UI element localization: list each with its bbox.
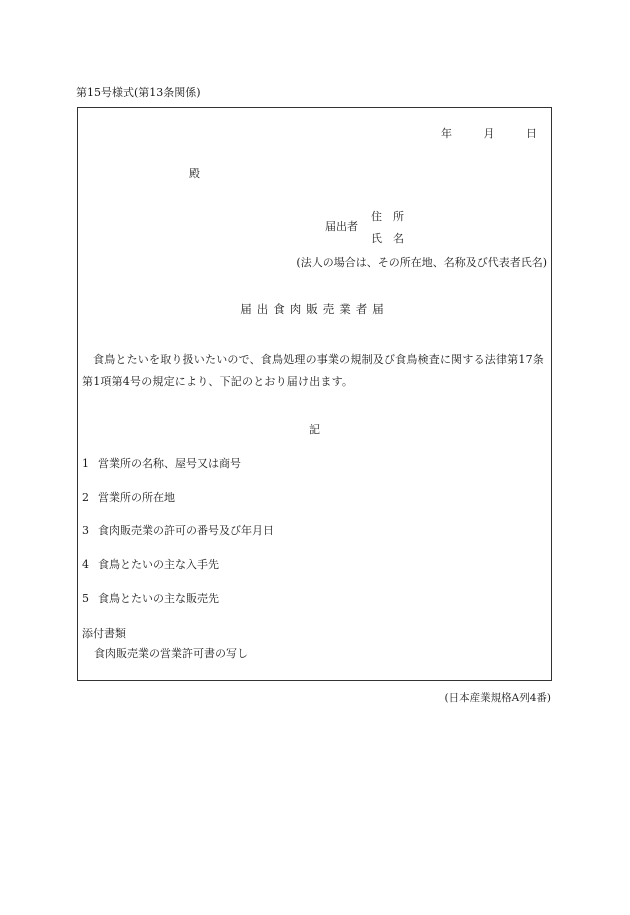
body-text: 食鳥とたいを取り扱いたいので、食鳥処理の事業の規制及び食鳥検査に関する法律第17条第1項第4号の規定により、下記のとおり届け出ます。: [82, 353, 544, 388]
ki-heading: 記: [309, 423, 320, 436]
corporate-note: (法人の場合は、その所在地、名称及び代表者氏名): [296, 256, 547, 269]
list-item: [82, 522, 274, 538]
form-number: 第15号様式(第13条関係): [76, 86, 201, 99]
item-number: 2: [82, 491, 89, 504]
item-text: 食鳥とたいの主な販売先: [98, 592, 219, 605]
date-day: 日: [526, 127, 537, 140]
attachments-label: 添付書類: [82, 627, 126, 640]
paper-size-note: (日本産業規格A列4番): [444, 692, 551, 704]
list-item: [82, 590, 219, 606]
item-number: 3: [82, 524, 89, 537]
date-line: [435, 125, 537, 141]
attachment-item: 食肉販売業の営業許可書の写し: [94, 647, 248, 660]
name-label: 氏 名: [371, 232, 404, 245]
applicant-label: 届出者: [325, 220, 358, 233]
document-title: 届出食肉販売業者届: [240, 302, 389, 316]
item-text: 営業所の所在地: [98, 491, 175, 504]
item-text: 営業所の名称、屋号又は商号: [98, 457, 241, 470]
list-item: [82, 556, 219, 572]
item-number: 1: [82, 457, 89, 470]
address-label: 住 所: [371, 210, 404, 223]
list-item: [82, 455, 241, 471]
form-frame: [77, 107, 552, 681]
list-item: [82, 489, 175, 505]
date-month: 月: [483, 127, 495, 140]
addressee-suffix: 殿: [189, 167, 200, 180]
item-text: 食鳥とたいの主な入手先: [98, 558, 219, 571]
item-number: 4: [82, 558, 89, 571]
item-text: 食肉販売業の許可の番号及び年月日: [98, 524, 274, 537]
date-year: 年: [441, 127, 452, 140]
item-number: 5: [82, 592, 89, 605]
